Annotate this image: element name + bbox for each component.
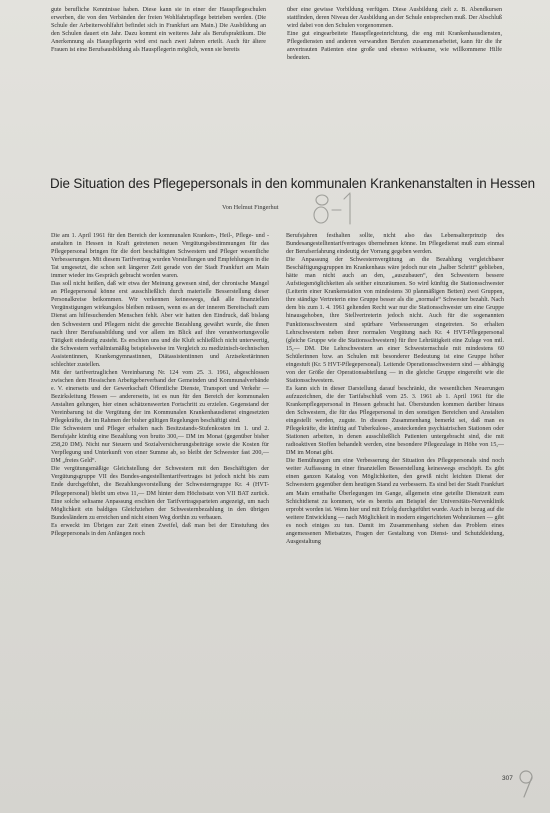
paragraph: Eine gut eingearbeitete Hauspflegeeinrichtung, die eng mit Krankenhausdiensten, Pflegediensten und anderen verwandten Berufen zusammenarbeitet, kann für die ihr anvertrauten Patienten eine große und ebenso wirksame, wie willkommene Hilfe bedeuten. (287, 31, 502, 62)
paragraph: gute berufliche Kenntnisse haben. Diese kann sie in einer der Hauspflegeschulen erwerben, die von den Verbänden der freien Wohlfahrtspflege betrieben werden. (Die Schule der Arbeiterwohlfahrt befindet sich in Frankfurt am Main.) Die Ausbildung an den Schulen dauert ein Jahr. Dazu kommt ein weiteres Jahr als Berufspraktikum. Die Anerkennung als Hauspflegerin wird erst nach zwei Jahren erteilt. Auch für ältere Frauen ist eine Berufsausbildung als Hauspflegerin möglich, wenn sie bereits (51, 7, 266, 54)
paragraph: Die Schwestern und Pfleger erhalten nach Besitzstands-Stufenkosten im 1. und 2. Berufsjahr künftig eine Bezahlung von brutto 300,— DM im Monat (gegenüber bisher 258,20 DM). Nicht nur Steuern und Sozialversicherungsbeiträge sowie die Kosten für Verpflegung und Unterkunft von einer Summe ab, so bleibt der Schwester fast 200,— DM „freies Geld“. (51, 426, 269, 465)
article-author: Von Helmut Fingerhut (222, 204, 279, 211)
body-right-column (286, 232, 504, 546)
paragraph: Die Anpassung der Schwesternvergütung an die Bezahlung vergleichbarer Beschäftigungsgruppen im Krankenhaus wäre jedoch nur ein „halber Schritt“ geblieben, hätte man nicht auch an den, „auszubauen“, den Schwestern bessere Aufstiegsmöglichkeiten als seither einzuräumen. So wird künftig die Stationsschwester (Leiterin einer Krankenstation von mindestens 30 planmäßigen Betten) zwei Gruppen, ihre ständige Vertreterin eine Gruppe besser als die „normale“ Schwester bezahlt. Nach dem bis zum 1. 4. 1961 geltenden Recht war nur die Stationsschwester um eine Gruppe hinausgehoben, ihre Stellvertreterin jedoch nicht. Auch für die sogenannten Funktionsschwestern sind spürbare Verbesserungen eingetreten. So erhalten Lehrschwestern neben ihrer normalen Vergütung nach Kr. 4 HVT-Pflegepersonal (gleiche Gruppe wie die Stationsschwestern) für ihre Lehrtätigkeit eine Zulage von mtl. 15,— DM. Die Lehrschwestern an einer Schwesternschule mit mindestens 60 Schülerinnen bzw. an Schulen mit besonderer Bedeutung ist eine Gruppe höher eingestuft (Kr. 5 HVT-Pflegepersonal). Leitende Operationsschwestern sind — abhängig von der Größe der Operationsabteilung — in die gleiche Gruppe eingereiht wie die Stationsschwestern. (286, 257, 504, 384)
body-left-column (51, 232, 269, 538)
top-left-column (51, 6, 266, 54)
page-number: 307 (502, 775, 513, 782)
paragraph: Die am 1. April 1961 für den Bereich der kommunalen Kranken-, Heil-, Pflege- und -anstalten in Hessen in Kraft getretenen neuen Vergütungsbestimmungen für das Pflegepersonal bringen für die dort beschäftigten Schwestern und Pfleger wesentliche Verbesserungen. Mit diesem Tarifvertrag wurden Vorstellungen und Empfehlungen in die Tat umgesetzt, die schon seit längerer Zeit gerade von der Stadt Frankfurt am Main immer wieder ins Gespräch gebracht worden waren. (51, 233, 269, 280)
paragraph: Mit der tarifvertraglichen Vereinbarung Nr. 124 vom 25. 3. 1961, abgeschlossen zwischen dem Hessischen Arbeitgeberverband der Gemeinden und Kommunalverbände e. V. einerseits und der Gewerkschaft Öffentliche Dienste, Transport und Verkehr — Bezirksleitung Hessen — andererseits, ist es nun für den Bereich der kommunalen Anstalten gelungen, hier einen schätzenswerten Fortschritt zu erzielen. Gegenstand der Vereinbarung ist die Vergütung der im Kommunalen Krankenhausdienst eingesetzten Pflegekräfte, die im Rahmen der bisher gültigen Regelungen beschäftigt sind. (51, 369, 269, 425)
handwritten-note-8-1 (308, 190, 368, 230)
paragraph: Das soll nicht heißen, daß wir etwa der Meinung gewesen sind, der chronische Mangel an Pflegepersonal könne erst ausschließlich durch materielle Besserstellung dieser Personalkreise beikommen. Wir verkennen keineswegs, daß alle finanziellen Vergünstigungen wirkungslos bleiben müssen, wenn es an der inneren Bereitschaft zum Dienst am hilfesuchenden Menschen fehlt. Aber wir hatten den Eindruck, daß bislang den Schwestern und Pflegern nicht die gerechte Bezahlung gewährt wurde, die ihnen nach ihrer Berufsausbildung und vor allem im Blick auf ihre verantwortungsvolle Tätigkeit eindeutig zusteht. Es erschien uns und die Kluft schließlich nicht unterwertig, die Schwestern verhältnismäßig beispielsweise im Vergleich zu medizinisch-technischen Assistentinnen, Krankengymnastinnen, Diätassistentinnen und Arztsekretärinnen schlechter zustellen. (51, 281, 269, 368)
paragraph: Die vergütungsmäßige Gleichstellung der Schwestern mit den Beschäftigten der Vergütungsgruppe VII des Bundes-angestelltentarifvertrages ist jedoch nicht bis zum Ende durchgeführt, die Bezahlungsvorstellung der Schwesterngruppe Kr. 4 (HVT-Pflegepersonal) bleibt um etwa 11,— DM hinter dem Höchstsatz von VII BAT zurück. Eine solche seltsame Anpassung erschien der Tarifvertragsparteien angezeigt, um nach Möglichkeit ein baldiges Gleichziehen der Schwesternbezahlung in den übrigen Bundesländern zu erreichen und nicht einen Weg dorthin zu verbauen. (51, 466, 269, 521)
handwritten-note-9 (510, 768, 540, 798)
article-title: Die Situation des Pflegepersonals in den kommunalen Krankenanstalten in Hessen (50, 176, 535, 191)
paragraph: Die Bemühungen um eine Verbesserung der Situation des Pflegepersonals sind noch weiter Auffassung in einer finanziellen Besserstellung keineswegs erschöpft. Es gibt einen ganzen Katalog von Möglichkeiten, den gewiß nicht leichten Dienst der Schwestern gegenüber dem heutigen Stand zu verbessern. Es sind bei der Stadt Frankfurt am Main ernsthafte Überlegungen im Gange, allgemein eine geteilte Dienstzeit zum Schichtdienst zu kommen, wie es bereits am Beispiel der Universitäts-Nervenklinik erprobt worden ist. Wenn hier und mit Erfolg durchgeführt wurde. Auch in bezug auf die weitere Entwicklung — nach Möglichkeit in modern eingerichteten Wohnräumen — gibt es noch einiges zu tun. Damit im Zusammenhang stehen das Problem eines angemessenen Mietsatzes, Fragen der Gestaltung von Dienst- und Schutzkleidung, Ausgestaltung (286, 458, 504, 545)
paragraph: Es kann sich in dieser Darstellung darauf beschränkt, die wesentlichen Neuerungen aufzuzeichnen, die der Tarifabschluß vom 25. 3. 1961 ab 1. April 1961 für die Krankenpflegepersonal in Hessen gebracht hat. Überstunden kommen darüber hinaus den Schwestern, die für das Pflegepersonal in den sonstigen Bereichen und Anstalten eingestellt werden, zugute. In diesem Zusammenhang bemerkt sei, daß man es Pflegekräfte, die künftig auf Tuberkulose-, ansteckenden psychiatrischen Stationen oder Stationen arbeiten, in denen ausschließlich Patienten untergebracht sind, die mit radioaktiven Stoffen behandelt werden, eine besondere Pflegezulage in Höhe von 15,— DM im Monat gibt. (286, 385, 504, 457)
paragraph: über eine gewisse Vorbildung verfügen. Diese Ausbildung zielt z. B. Abendkursen stattfinden, deren Niveau der Ausbildung an der Schule entsprechen muß. Der Abschluß wird dabei von den Schulen vorgenommen. (287, 7, 502, 30)
paragraph: Berufsjahren festhalten sollte, nicht also das Lebensalterprinzip des Bundesangestelltentarifvertrages übernehmen könne. Im Pflegedienst muß zum einmal der Berufserfahrung eindeutig der Vorrang gegeben werden. (286, 233, 504, 256)
top-right-column (287, 6, 502, 62)
paragraph: Es erweckt im Übrigen zur Zeit einen Zweifel, daß man bei der Einstufung des Pflegepersonals in den Anfängen noch (51, 522, 269, 537)
